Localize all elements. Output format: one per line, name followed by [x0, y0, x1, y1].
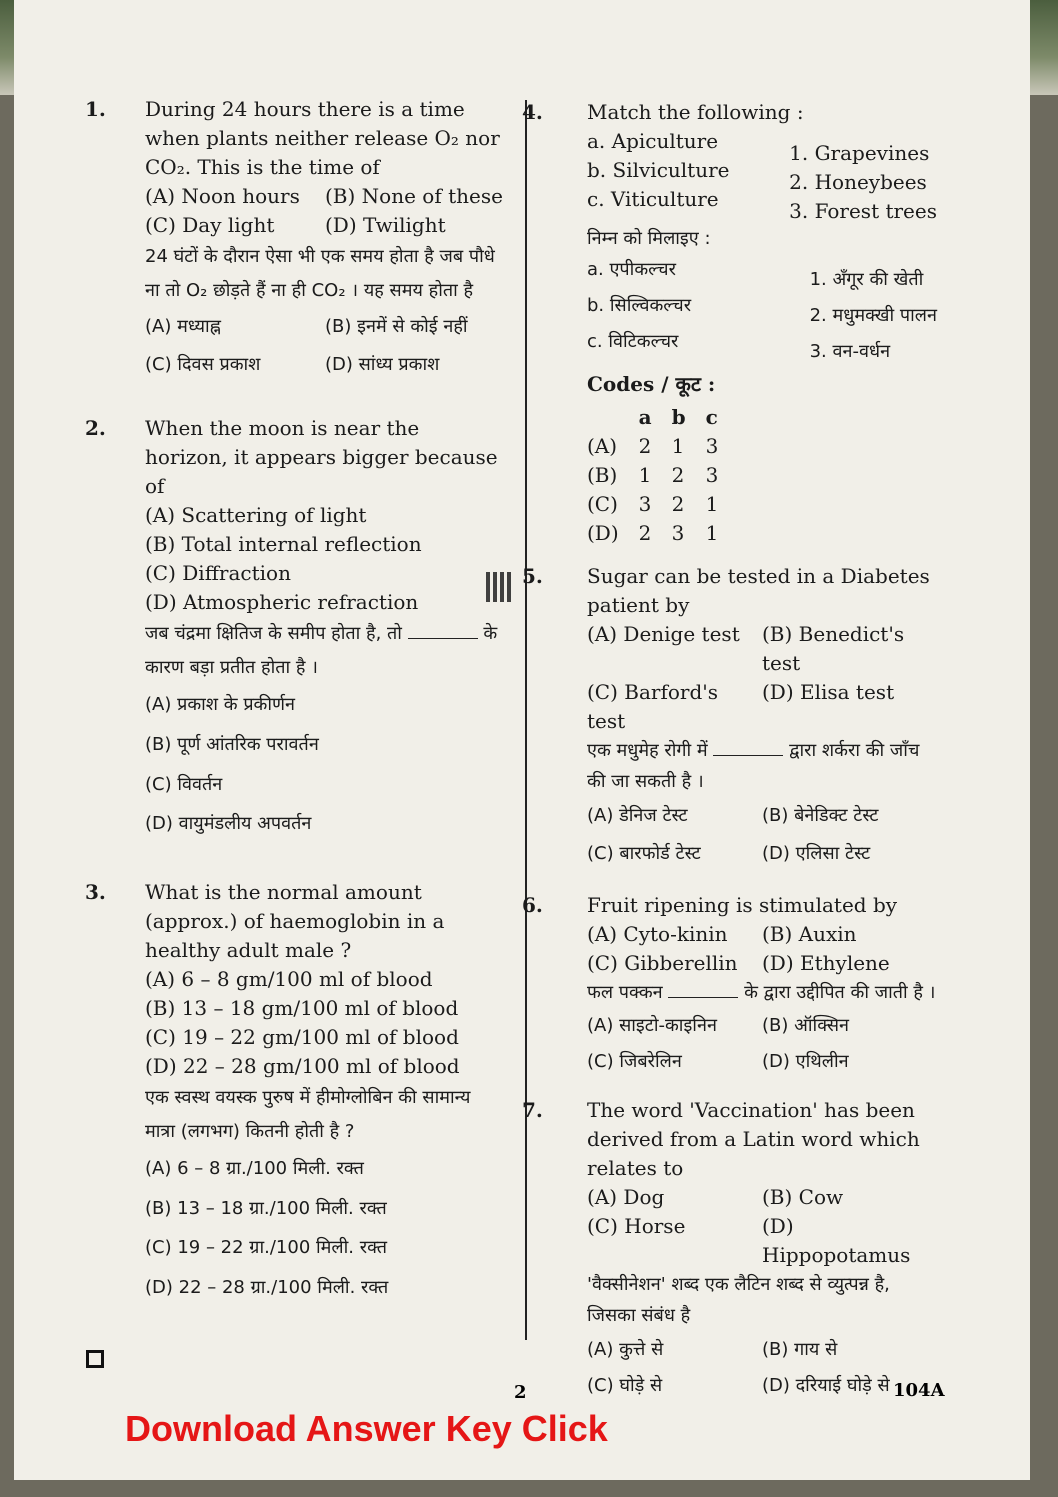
question-6 [522, 891, 937, 1081]
option-a-hi: (A) साइटो-काइनिन [587, 1015, 717, 1037]
option-b-hi: (B) गाय से [762, 1338, 838, 1360]
option-d-hi: (D) सांध्य प्रकाश [325, 354, 440, 376]
match-right-2: 2. Honeybees [789, 170, 927, 194]
match-right-1: 1. Grapevines [789, 141, 930, 165]
option-c-hi: (C) घोड़े से [587, 1374, 663, 1396]
option-c-hi: (C) विवर्तन [145, 773, 223, 795]
question-1 [85, 95, 505, 384]
download-answer-key-link[interactable]: Download Answer Key Click [125, 1408, 608, 1449]
code-option: (B) [587, 463, 618, 488]
question-5 [522, 562, 937, 873]
code-option: (A) [587, 434, 618, 459]
match-left-a: a. Apiculture [587, 129, 719, 153]
option-d: (D) Elisa test [762, 680, 895, 705]
option-a-hi: (A) कुत्ते से [587, 1338, 664, 1360]
question-text-hi: एक स्वस्थ वयस्क पुरुष में हीमोग्लोबिन की सामान्य मात्रा (लगभग) कितनी होती है ? [145, 1086, 471, 1142]
question-3 [85, 878, 505, 1308]
question-number: 5. [522, 564, 543, 589]
question-text-hi: 'वैक्सीनेशन' शब्द एक लैटिन शब्द से व्युत्पन्न है, जिसका संबंध है [587, 1274, 890, 1327]
option-c: (C) Barford's test [587, 680, 719, 734]
question-7 [522, 1096, 937, 1403]
question-2 [85, 414, 505, 844]
codes-head-c: c [705, 405, 718, 430]
codes-head-a: a [638, 405, 652, 430]
option-a: (A) 6 – 8 gm/100 ml of blood [145, 966, 433, 991]
fill-blank [408, 638, 478, 639]
codes-table [587, 403, 738, 548]
option-a: (A) Dog [587, 1185, 665, 1210]
option-b: (B) Total internal reflection [145, 531, 422, 556]
question-text-hi-cont: के कारण बड़ा प्रतीत होता है । [145, 622, 498, 679]
code-value: 3 [638, 492, 652, 517]
option-c: (C) 19 – 22 gm/100 ml of blood [145, 1024, 459, 1049]
question-number: 6. [522, 892, 543, 917]
option-a: (A) Noon hours [145, 184, 300, 208]
code-value: 2 [671, 463, 685, 488]
option-d-hi: (D) 22 – 28 ग्रा./100 मिली. रक्त [145, 1276, 389, 1298]
question-text-en: Match the following : [587, 100, 804, 124]
square-marker-icon [86, 1350, 104, 1368]
question-text-en: When the moon is near the horizon, it appears bigger because of [145, 415, 498, 498]
option-b-hi: (B) पूर्ण आंतरिक परावर्तन [145, 733, 319, 755]
page-number: 2 [514, 1382, 527, 1403]
question-text-en: The word 'Vaccination' has been derived from a Latin word which relates to [587, 1098, 920, 1181]
option-b-hi: (B) 13 – 18 ग्रा./100 मिली. रक्त [145, 1197, 387, 1219]
option-b-hi: (B) इनमें से कोई नहीं [325, 316, 468, 338]
option-b-hi: (B) बेनेडिक्ट टेस्ट [762, 805, 879, 827]
option-a-hi: (A) डेनिज टेस्ट [587, 805, 688, 827]
code-value: 1 [638, 463, 652, 488]
match-right-1-hi: 1. अँगूर की खेती [809, 269, 924, 291]
option-c-hi: (C) 19 – 22 ग्रा./100 मिली. रक्त [145, 1237, 387, 1259]
question-text-en: What is the normal amount (approx.) of haemoglobin in a healthy adult male ? [145, 879, 445, 962]
option-d: (D) 22 – 28 gm/100 ml of blood [145, 1053, 460, 1078]
code-value: 2 [671, 492, 685, 517]
option-d-hi: (D) दरियाई घोड़े से [762, 1374, 890, 1396]
option-d: (D) Ethylene [762, 950, 890, 975]
option-d-hi: (D) एलिसा टेस्ट [762, 843, 871, 865]
option-d-hi: (D) एथिलीन [762, 1051, 849, 1073]
question-4 [522, 98, 937, 548]
question-number: 1. [85, 97, 106, 121]
option-b: (B) Cow [762, 1185, 844, 1210]
match-right-2-hi: 2. मधुमक्खी पालन [809, 305, 937, 327]
codes-header-row [587, 403, 738, 432]
codes-label: Codes / कूट : [587, 372, 716, 397]
question-text-hi: निम्न को मिलाइए : [587, 228, 711, 249]
option-b: (B) Auxin [762, 921, 857, 946]
question-text-hi: जब चंद्रमा क्षितिज के समीप होता है, तो [145, 622, 402, 644]
option-b: (B) None of these [325, 184, 503, 208]
question-text-hi: 24 घंटों के दौरान ऐसा भी एक समय होता है जब पौधे ना तो O₂ छोड़ते हैं ना ही CO₂ । यह समय होता है [145, 246, 495, 302]
match-left-c-hi: c. विटिकल्चर [587, 331, 679, 353]
code-value: 1 [671, 434, 685, 459]
codes-row [587, 461, 738, 490]
option-d: (D) Hippopotamus [762, 1214, 911, 1268]
match-right-3: 3. Forest trees [789, 199, 937, 223]
question-text-en: During 24 hours there is a time when plants neither release O₂ nor CO₂. This is the time of [145, 97, 500, 179]
option-c-hi: (C) बारफोर्ड टेस्ट [587, 843, 701, 865]
match-left-b-hi: b. सिल्विकल्चर [587, 295, 692, 317]
match-right-3-hi: 3. वन-वर्धन [809, 341, 891, 363]
question-text-en: Fruit ripening is stimulated by [587, 892, 898, 917]
code-value: 3 [705, 463, 719, 488]
code-option: (C) [587, 492, 618, 517]
match-left-c: c. Viticulture [587, 187, 719, 211]
match-left-b: b. Silviculture [587, 158, 730, 182]
question-text-hi: फल पक्कन [587, 981, 663, 1003]
option-b-hi: (B) ऑक्सिन [762, 1015, 850, 1037]
code-value: 1 [705, 521, 719, 546]
option-c: (C) Horse [587, 1214, 686, 1239]
option-a: (A) Cyto-kinin [587, 921, 728, 946]
option-a: (A) Denige test [587, 622, 740, 647]
option-c: (C) Gibberellin [587, 950, 738, 975]
fill-blank [713, 755, 783, 756]
codes-row [587, 490, 738, 519]
question-text-hi-cont: द्वारा शर्करा की जाँच की जा सकती है । [587, 740, 920, 792]
option-d: (D) Twilight [325, 213, 446, 237]
codes-head-b: b [671, 405, 686, 430]
question-text-hi: एक मधुमेह रोगी में [587, 740, 708, 762]
option-d-hi: (D) वायुमंडलीय अपवर्तन [145, 813, 312, 835]
question-number: 4. [522, 100, 543, 124]
question-number: 3. [85, 879, 106, 904]
option-a-hi: (A) प्रकाश के प्रकीर्णन [145, 694, 296, 716]
option-d: (D) Atmospheric refraction [145, 589, 419, 614]
option-c-hi: (C) जिबरेलिन [587, 1051, 682, 1073]
code-value: 3 [705, 434, 719, 459]
question-text-hi-cont: के द्वारा उद्दीपित की जाती है । [744, 981, 936, 1003]
option-a-hi: (A) 6 – 8 ग्रा./100 मिली. रक्त [145, 1158, 364, 1180]
option-b: (B) 13 – 18 gm/100 ml of blood [145, 995, 459, 1020]
question-number: 7. [522, 1098, 543, 1123]
code-value: 3 [671, 521, 685, 546]
left-column [85, 95, 505, 1333]
option-c-hi: (C) दिवस प्रकाश [145, 354, 261, 376]
option-a: (A) Scattering of light [145, 502, 367, 527]
codes-row [587, 519, 738, 548]
codes-row [587, 432, 738, 461]
qr-code-icon [486, 572, 514, 602]
code-value: 2 [638, 434, 652, 459]
option-c: (C) Day light [145, 213, 275, 237]
match-left-a-hi: a. एपीकल्चर [587, 259, 676, 281]
question-text-en: Sugar can be tested in a Diabetes patient by [587, 564, 930, 618]
question-number: 2. [85, 415, 106, 440]
fill-blank [668, 997, 738, 998]
code-value: 2 [638, 521, 652, 546]
code-value: 1 [705, 492, 719, 517]
right-column [522, 98, 937, 1430]
paper-code: 104A [893, 1380, 945, 1401]
option-c: (C) Diffraction [145, 560, 291, 585]
option-b: (B) Benedict's test [762, 622, 905, 676]
option-a-hi: (A) मध्याह्न [145, 316, 221, 338]
code-option: (D) [587, 521, 619, 546]
